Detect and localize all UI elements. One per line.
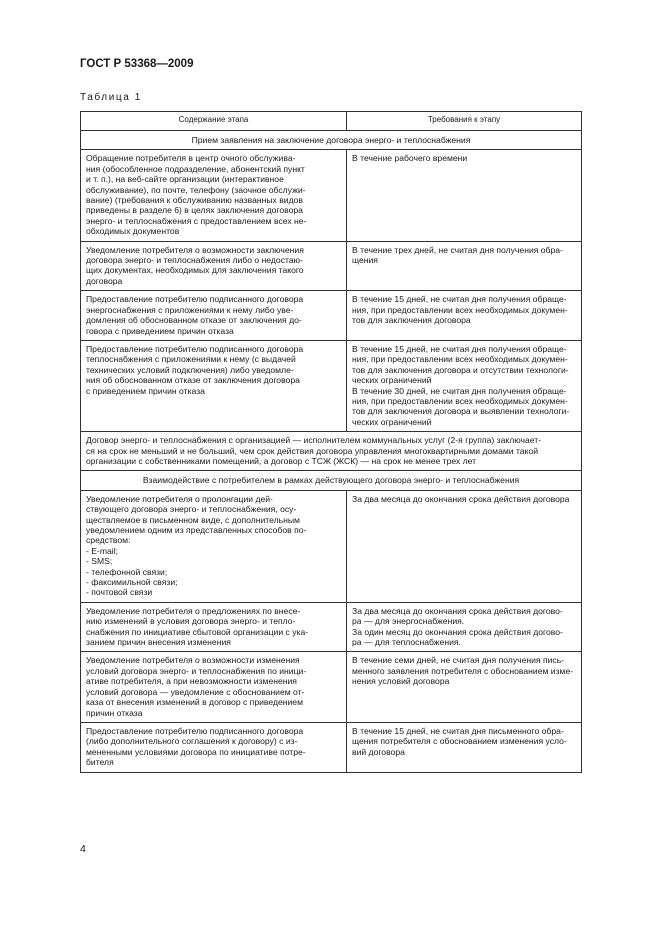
- cell-text-line: причин отказа: [86, 707, 143, 718]
- cell-text-line: Уведомление потребителя о предложениях по внесе-: [86, 605, 301, 616]
- cell-text-line: ческих ограничений: [352, 375, 432, 386]
- stage-requirement-cell: [347, 150, 582, 241]
- cell-text-line: ния, при предоставлении всех необходимых докумен-: [352, 395, 568, 406]
- cell-text-line: вий договора: [352, 746, 405, 757]
- cell-text-line: Уведомление потребителя о возможности изменения: [86, 655, 300, 666]
- cell-text-line: нения условий договора: [352, 676, 450, 687]
- cell-text-line: ся на срок не меньший и не больший, чем срок действия договора управления многоквартирными домами такой: [86, 445, 539, 456]
- cell-text-line: Предоставление потребителю подписанного договора: [86, 294, 304, 305]
- stage-requirement-cell: [347, 722, 582, 772]
- cell-text-line: теплоснабжения с приложениями к нему (с выдачей: [86, 354, 296, 365]
- cell-text-line: ствующего договора энерго- и теплоснабжения, осу-: [86, 504, 297, 515]
- table-row: [81, 652, 582, 722]
- cell-text-line: организации с собственниками помещений, а договор с ТСЖ (ЖСК) — на срок не менее трех лет: [86, 455, 477, 466]
- cell-text-line: нию изменений в условия договора энерго- и тепло-: [86, 616, 296, 627]
- requirements-table: [80, 111, 582, 773]
- cell-text-line: Предоставление потребителю подписанного договора: [86, 343, 304, 354]
- table-header-row: [81, 112, 582, 131]
- column-header-stage-content: Содержание этапа: [81, 112, 347, 131]
- stage-requirement-cell: [347, 241, 582, 291]
- stage-requirement-cell: [347, 340, 582, 431]
- stage-content-cell: [81, 602, 347, 652]
- section-header-row: [81, 471, 582, 490]
- cell-text-line: (либо дополнительного соглашения к договору) с из-: [86, 736, 298, 747]
- cell-text-line: занием причин внесения изменения: [86, 637, 231, 648]
- table-row: [81, 602, 582, 652]
- cell-text-line: снабжения по инициативе сбытовой организации с ука-: [86, 626, 309, 637]
- stage-requirement-cell: [347, 602, 582, 652]
- stage-requirement-cell: [347, 652, 582, 722]
- cell-text-line: каза от внесения изменений в договор с приведением: [86, 697, 303, 708]
- column-header-stage-requirements: Требования к этапу: [347, 112, 582, 131]
- table-row: [81, 490, 582, 602]
- cell-text-line: - почтовой связи: [86, 587, 153, 598]
- cell-text-line: условий договора энерго- и теплоснабжения по иници-: [86, 665, 307, 676]
- cell-text-line: - E-mail;: [86, 545, 118, 556]
- cell-text-line: вание) (требования к обслуживанию названных видов: [86, 195, 303, 206]
- document-id: ГОСТ Р 53368—2009: [80, 58, 194, 70]
- cell-text-line: В течение рабочего времени: [352, 153, 468, 164]
- cell-text-line: ческих ограничений: [352, 416, 432, 427]
- cell-text-line: - факсимильной связи;: [86, 577, 178, 588]
- cell-text-line: менного заявления потребителя с обоснованием изме-: [352, 665, 574, 676]
- cell-text-line: обходимых документов: [86, 226, 180, 237]
- table-row: [81, 340, 582, 431]
- section-title: Взаимодействие с потребителем в рамках действующего договора энерго- и теплоснабжения: [81, 471, 582, 490]
- page-number: 4: [80, 843, 86, 855]
- cell-text-line: В течение 15 дней, не считая дня письменного обра-: [352, 725, 564, 736]
- table-row: [81, 241, 582, 291]
- cell-text-line: тов для заключения договора и отсутствии технологи-: [352, 364, 569, 375]
- cell-text-line: мененными условиями договора по инициативе потре-: [86, 746, 306, 757]
- cell-text-line: средством:: [86, 535, 131, 546]
- table-row: [81, 291, 582, 341]
- note-cell: [81, 432, 582, 471]
- cell-text-line: - телефонной связи;: [86, 566, 168, 577]
- cell-text-line: договора: [86, 275, 123, 286]
- cell-text-line: ативе потребителя, а при невозможности изменения: [86, 676, 297, 687]
- table-note-row: [81, 432, 582, 471]
- stage-content-cell: [81, 241, 347, 291]
- table-row: [81, 150, 582, 241]
- cell-text-line: говора с приведением причин отказа: [86, 325, 234, 336]
- cell-text-line: Уведомление потребителя о пролонгации дей-: [86, 493, 273, 504]
- cell-text-line: энергоснабжения с приложениями к нему либо уве-: [86, 304, 294, 315]
- stage-requirement-cell: [347, 490, 582, 602]
- cell-text-line: ния (обособленное подразделение, абонентский пункт: [86, 163, 305, 174]
- stage-content-cell: [81, 652, 347, 722]
- cell-text-line: щения: [352, 255, 378, 266]
- cell-text-line: тов для заключения договора: [352, 315, 471, 326]
- cell-text-line: приведены в разделе 6) в целях заключения договора: [86, 205, 303, 216]
- cell-text-line: щения потребителя с обоснованием изменения усло-: [352, 736, 567, 747]
- cell-text-line: обслуживание), по почте, телефону (заочное обслужи-: [86, 184, 306, 195]
- cell-text-line: щих документах, необходимых для заключения такого: [86, 265, 304, 276]
- cell-text-line: В течение трех дней, не считая дня получения обра-: [352, 244, 563, 255]
- cell-text-line: Предоставление потребителю подписанного договора: [86, 725, 304, 736]
- cell-text-line: В течение 30 дней, не считая дня получения обраще-: [352, 385, 567, 396]
- cell-text-line: Договор энерго- и теплоснабжения с организацией — исполнителем коммунальных услуг (2-я группа) заключает-: [86, 435, 542, 446]
- cell-text-line: и т. п.), на веб-сайте организации (интерактивное: [86, 174, 284, 185]
- table-row: [81, 722, 582, 772]
- stage-content-cell: [81, 291, 347, 341]
- cell-text-line: ра — для энергоснабжения.: [352, 616, 465, 627]
- cell-text-line: домления об обоснованном отказе от заключения до-: [86, 315, 302, 326]
- cell-text-line: ществляемое в письменном виде, с дополнительным: [86, 514, 300, 525]
- section-title: Прием заявления на заключение договора энерго- и теплоснабжения: [81, 131, 582, 150]
- cell-text-line: условий договора — уведомление с обоснованием от-: [86, 686, 305, 697]
- stage-content-cell: [81, 490, 347, 602]
- cell-text-line: В течение 15 дней, не считая дня получения обраще-: [352, 294, 567, 305]
- stage-content-cell: [81, 150, 347, 241]
- cell-text-line: Уведомление потребителя о возможности заключения: [86, 244, 304, 255]
- cell-text-line: ния, при предоставлении всех необходимых докумен-: [352, 354, 568, 365]
- section-header-row: [81, 131, 582, 150]
- cell-text-line: с приведением причин отказа: [86, 385, 205, 396]
- cell-text-line: ния, при предоставлении всех необходимых докумен-: [352, 304, 568, 315]
- cell-text-line: тов для заключения договора и выявлении технологи-: [352, 406, 570, 417]
- stage-content-cell: [81, 340, 347, 431]
- cell-text-line: В течение семи дней, не считая дня получения пись-: [352, 655, 565, 666]
- cell-text-line: В течение 15 дней, не считая дня получения обраще-: [352, 343, 567, 354]
- cell-text-line: ния об обоснованном отказе от заключения договора: [86, 375, 300, 386]
- cell-text-line: ра — для теплоснабжения.: [352, 637, 461, 648]
- cell-text-line: За два месяца до окончания срока действия договора: [352, 493, 570, 504]
- cell-text-line: уведомлением одним из представленных способов по-: [86, 525, 307, 535]
- cell-text-line: энерго- и теплоснабжения с предоставлением всех не-: [86, 215, 307, 226]
- cell-text-line: договора энерго- и теплоснабжения либо о недостаю-: [86, 255, 303, 266]
- cell-text-line: Обращение потребителя в центр очного обслужива-: [86, 153, 296, 164]
- stage-content-cell: [81, 722, 347, 772]
- cell-text-line: - SMS;: [86, 556, 113, 567]
- table-label: Таблица 1: [80, 92, 142, 103]
- cell-text-line: За два месяца до окончания срока действия догово-: [352, 605, 563, 616]
- cell-text-line: технических условий подключения) либо уведомле-: [86, 364, 294, 375]
- cell-text-line: бителя: [86, 757, 114, 768]
- cell-text-line: За один месяц до окончания срока действия догово-: [352, 626, 563, 637]
- stage-requirement-cell: [347, 291, 582, 341]
